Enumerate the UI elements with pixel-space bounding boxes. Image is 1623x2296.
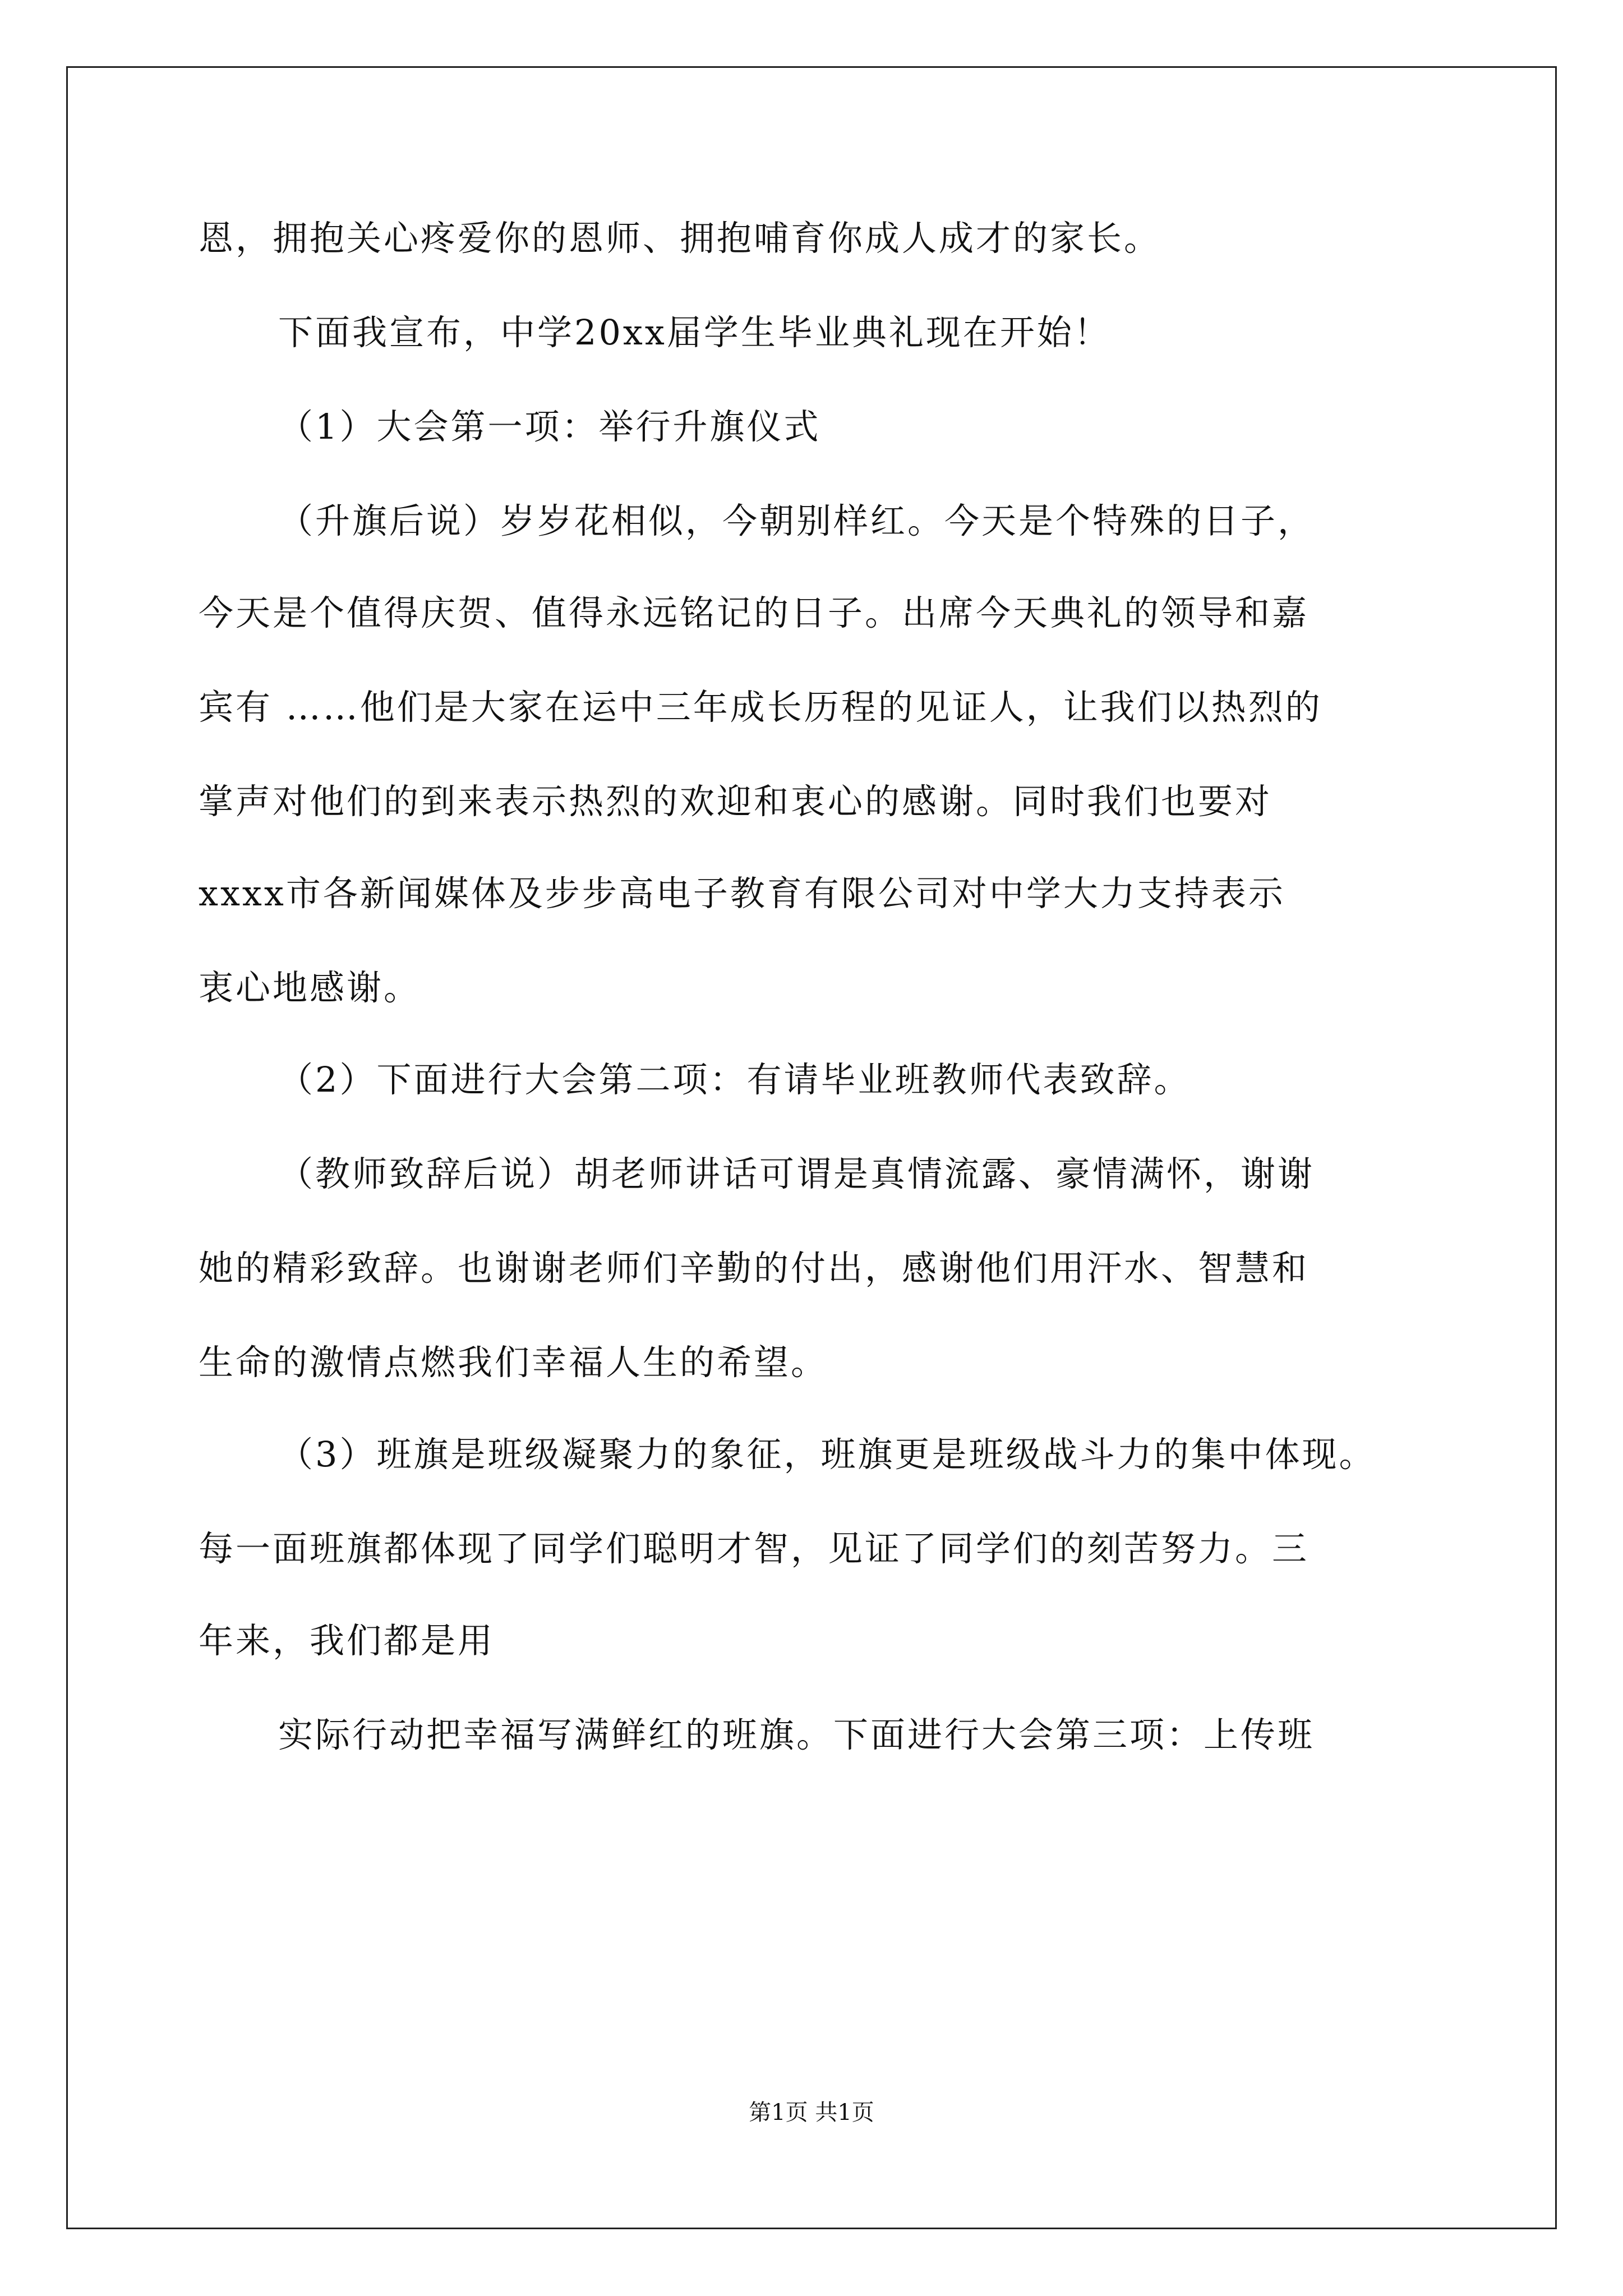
text-line: 掌声对他们的到来表示热烈的欢迎和衷心的感谢。同时我们也要对 [199, 781, 1272, 822]
text-line: 她的精彩致辞。也谢谢老师们辛勤的付出，感谢他们用汗水、智慧和 [199, 1248, 1310, 1289]
text-line: （升旗后说）岁岁花相似，今朝别样红。今天是个特殊的日子， [278, 500, 1315, 541]
text-line: 恩，拥抱关心疼爱你的恩师、拥抱哺育你成人成才的家长。 [199, 218, 1161, 259]
page-border [66, 66, 1557, 2229]
page-footer: 第1页 共1页 [749, 2100, 874, 2125]
text-line: 每一面班旗都体现了同学们聪明才智，见证了同学们的刻苦努力。三 [199, 1528, 1310, 1569]
text-line: 年来，我们都是用 [199, 1620, 495, 1661]
text-line: 宾有 ……他们是大家在运中三年成长历程的见证人，让我们以热烈的 [199, 687, 1322, 728]
text-line: （1）大会第一项：举行升旗仪式 [278, 406, 821, 447]
text-line: 生命的激情点燃我们幸福人生的希望。 [199, 1342, 828, 1383]
text-line: 今天是个值得庆贺、值得永远铭记的日子。出席今天典礼的领导和嘉 [199, 592, 1310, 633]
text-line: 衷心地感谢。 [199, 967, 421, 1008]
text-line: 下面我宣布，中学20xx届学生毕业典礼现在开始！ [278, 312, 1111, 353]
text-line: xxxx市各新闻媒体及步步高电子教育有限公司对中学大力支持表示 [199, 873, 1285, 914]
text-line: （2）下面进行大会第二项：有请毕业班教师代表致辞。 [278, 1059, 1191, 1100]
text-line: 实际行动把幸福写满鲜红的班旗。下面进行大会第三项：上传班 [278, 1714, 1315, 1755]
text-line: （教师致辞后说）胡老师讲话可谓是真情流露、豪情满怀，谢谢 [278, 1153, 1315, 1194]
text-line: （3）班旗是班级凝聚力的象征，班旗更是班级战斗力的集中体现。 [278, 1434, 1376, 1475]
